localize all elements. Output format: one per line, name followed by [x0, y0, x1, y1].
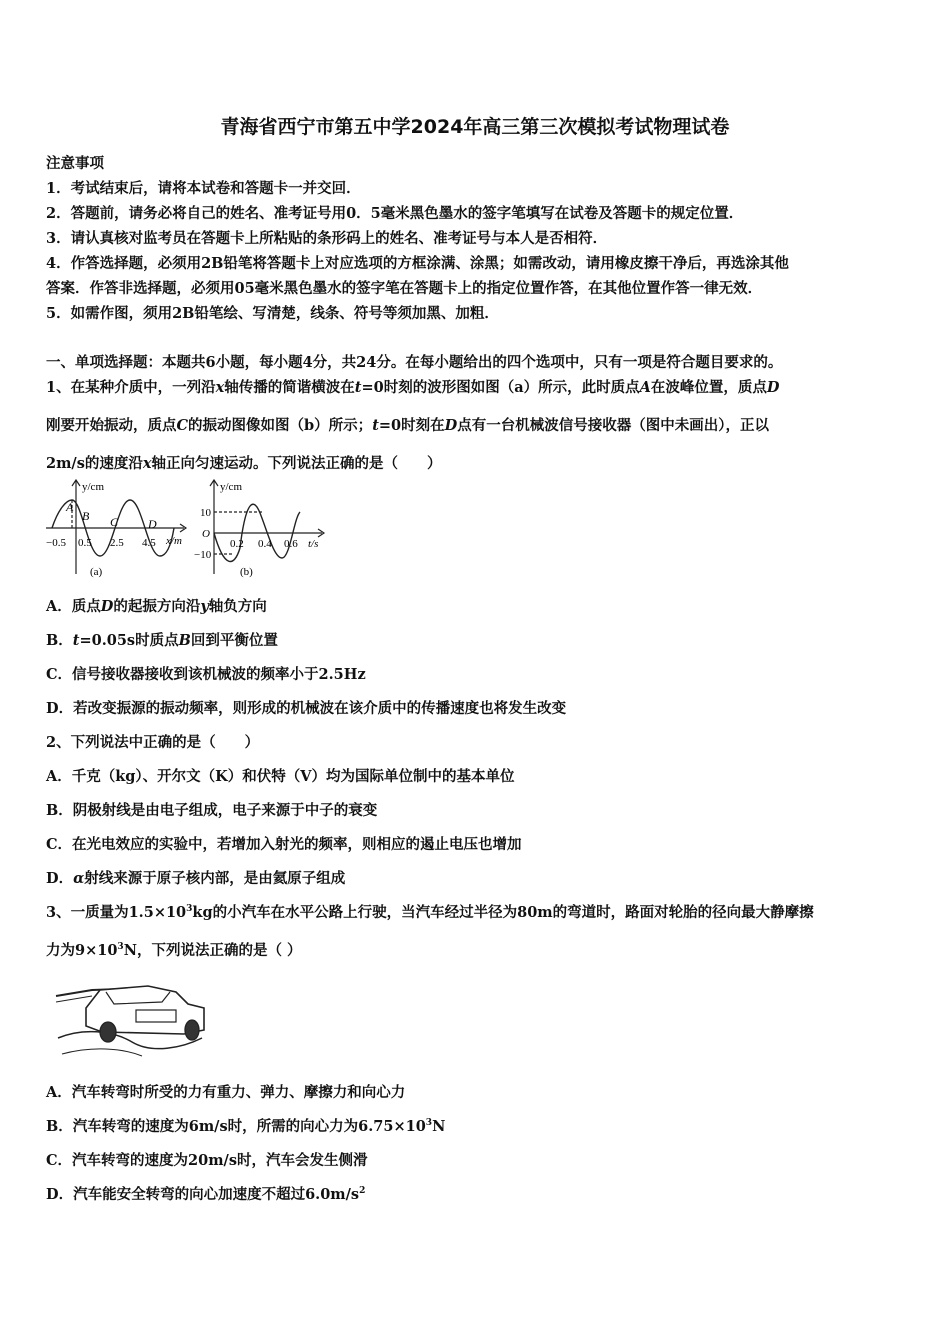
point-C-label: C — [110, 515, 119, 529]
q3-option-b: B．汽车转弯的速度为6m/s时，所需的向心力为$6.75\times 10^3N$ — [46, 1118, 446, 1135]
q1-option-c: C．信号接收器接收到该机械波的频率小于2.5Hz — [46, 666, 366, 683]
q1-option-d: D．若改变振源的振动频率，则形成的机械波在该介质中的传播速度也将发生改变 — [46, 700, 567, 717]
xtick-04: 0.4 — [258, 538, 272, 550]
xtick-06: 0.6 — [284, 538, 298, 550]
notice-heading: 注意事项 — [46, 155, 104, 172]
q2-stem: 2、下列说法中正确的是（ ） — [46, 734, 260, 751]
tick-05: 0.5 — [78, 537, 92, 549]
fig-a-ylabel: y/cm — [82, 481, 104, 493]
q3-option-c: C．汽车转弯的速度为20m/s时，汽车会发生侧滑 — [46, 1152, 368, 1169]
fig-b-xlabel: t/s — [308, 538, 319, 550]
origin-label: O — [202, 528, 210, 540]
point-D-label: D — [148, 517, 157, 531]
xtick-02: 0.2 — [230, 538, 244, 550]
q1-option-a: A．质点D的起振方向沿y轴负方向 — [46, 598, 267, 615]
page-title: 青海省西宁市第五中学2024年高三第三次模拟考试物理试卷 — [220, 116, 730, 138]
notice-item-4-cont: 答案．作答非选择题，必须用05毫米黑色墨水的签字笔在答题卡上的指定位置作答，在其他位置作答一律无效． — [46, 280, 763, 297]
section-heading: 一、单项选择题：本题共6小题，每小题4分，共24分。在每小题给出的四个选项中，只有一项是符合题目要求的。 — [46, 354, 783, 371]
q3-option-d: D．汽车能安全转弯的向心加速度不超过$6.0m/s^2$ — [46, 1186, 366, 1203]
wheel-rear — [185, 1020, 199, 1040]
q3-stem-line2: 力为$9\times 10^3N$，下列说法正确的是（ ） — [46, 942, 302, 959]
notice-item-2: 2．答题前，请务必将自己的姓名、准考证号用0．5毫米黑色墨水的签字笔填写在试卷及答题卡的规定位置． — [46, 205, 744, 222]
tick-45: 4.5 — [142, 537, 156, 549]
q2-option-a: A．千克（kg）、开尔文（K）和伏特（V）均为国际单位制中的基本单位 — [46, 768, 515, 785]
q2-option-c: C．在光电效应的实验中，若增加入射光的频率，则相应的遏止电压也增加 — [46, 836, 522, 853]
q2-option-d: D．α射线来源于原子核内部，是由氦原子组成 — [46, 870, 346, 887]
q1-option-b: B．t=0.05s时质点B回到平衡位置 — [46, 632, 278, 649]
car-on-curve-illustration — [52, 968, 212, 1058]
ytick-10: 10 — [200, 507, 211, 519]
notice-item-1: 1．考试结束后，请将本试卷和答题卡一并交回． — [46, 180, 361, 197]
fig-b-caption: (b) — [240, 566, 253, 578]
tick-25: 2.5 — [110, 537, 124, 549]
wheel-front — [100, 1022, 116, 1042]
figure-b-vibration — [194, 478, 334, 580]
fig-a-xlabel: x/m — [166, 535, 182, 547]
notice-item-3: 3．请认真核对监考员在答题卡上所粘贴的条形码上的姓名、准考证号与本人是否相符． — [46, 230, 608, 247]
fig-a-caption: (a) — [90, 566, 103, 578]
q1-stem-line2: 刚要开始振动，质点C的振动图像如图（b）所示；t=0时刻在D点有一台机械波信号接收器（图中未画出），正以 — [46, 417, 769, 434]
q2-option-b: B．阴极射线是由电子组成，电子来源于中子的衰变 — [46, 802, 378, 819]
point-A-label: A — [66, 500, 74, 514]
fig-b-ylabel: y/cm — [220, 481, 242, 493]
q3-option-a: A．汽车转弯时所受的力有重力、弹力、摩擦力和向心力 — [46, 1084, 406, 1101]
figure-a-wave — [44, 478, 204, 580]
tick-neg05: −0.5 — [46, 537, 66, 549]
notice-item-4: 4．作答选择题，必须用2B铅笔将答题卡上对应选项的方框涂满、涂黑；如需改动，请用橡皮擦干净后，再选涂其他 — [46, 255, 789, 272]
point-B-label: B — [82, 509, 90, 523]
q1-stem-line3: 2m/s的速度沿x轴正向匀速运动。下列说法正确的是（ ） — [46, 455, 442, 472]
ytick-neg10: −10 — [194, 549, 212, 561]
q3-stem-line1: 3、一质量为$1.5\times 10^3kg$的小汽车在水平公路上行驶，当汽车经过半径为80m的弯道时，路面对轮胎的径向最大静摩擦 — [46, 904, 814, 921]
q1-stem-line1: 1、在某种介质中，一列沿x轴传播的简谐横波在t=0时刻的波形图如图（a）所示，此时质点A在波峰位置，质点D — [46, 379, 780, 396]
notice-item-5: 5．如需作图，须用2B铅笔绘、写清楚，线条、符号等须加黑、加粗． — [46, 305, 499, 322]
